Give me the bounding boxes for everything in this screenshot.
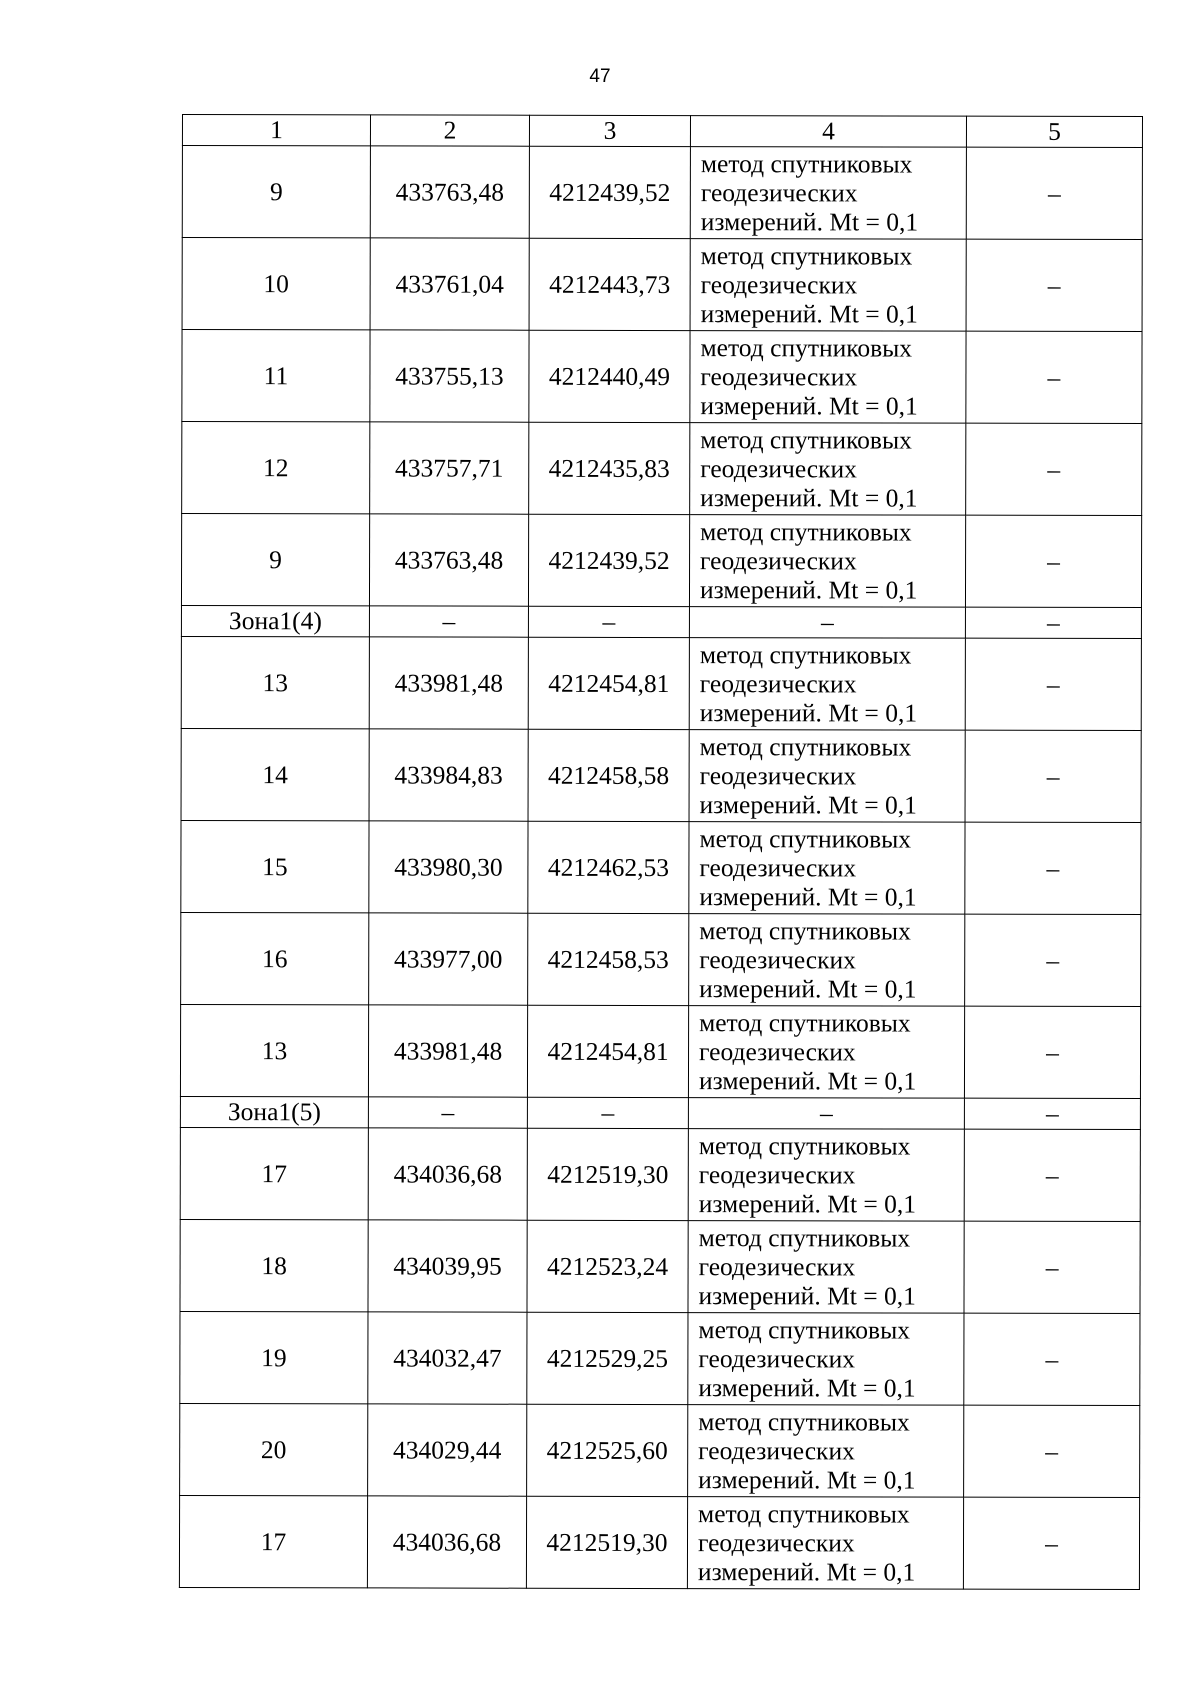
method-line: измерений. Mt = 0,1 [700, 299, 918, 329]
x-coordinate-cell: 433981,48 [369, 637, 528, 729]
y-coordinate-cell: 4212519,30 [527, 1128, 688, 1220]
description-cell: – [966, 423, 1142, 515]
y-coordinate-cell: 4212519,30 [526, 1496, 687, 1588]
table-row [182, 238, 1142, 332]
point-number-cell: 10 [182, 238, 370, 330]
point-number-cell: 12 [182, 422, 370, 514]
table-row [182, 330, 1142, 424]
table-row [181, 728, 1141, 822]
method-line: метод спутниковых [699, 916, 911, 946]
y-coordinate-cell: 4212439,52 [529, 146, 690, 238]
y-coordinate-cell: 4212440,49 [529, 330, 690, 422]
description-cell: – [964, 1006, 1140, 1098]
method-cell [689, 515, 965, 608]
y-coordinate-cell: 4212525,60 [527, 1404, 688, 1496]
description-cell: – [966, 147, 1142, 239]
method-line: измерений. Mt = 0,1 [698, 1373, 916, 1403]
description-cell: – [964, 1129, 1140, 1221]
table-row [180, 1219, 1140, 1313]
method-line: геодезических [699, 1037, 856, 1067]
method-line: геодезических [700, 178, 858, 208]
method-line: измерений. Mt = 0,1 [699, 974, 917, 1004]
description-cell: – [963, 1497, 1139, 1589]
x-coordinate-cell: 433763,48 [370, 146, 529, 238]
header-cell-col-1: 1 [182, 115, 370, 146]
point-number-cell: 15 [181, 820, 369, 912]
point-number-cell: 17 [180, 1127, 368, 1219]
description-cell: – [965, 638, 1141, 730]
point-number-cell: 16 [181, 912, 369, 1004]
method-line: метод спутниковых [700, 425, 912, 455]
zone-dash-cell: – [688, 1098, 964, 1130]
table-row [181, 514, 1141, 608]
table-row [180, 1311, 1140, 1405]
x-coordinate-cell: 433761,04 [370, 238, 529, 330]
y-coordinate-cell: 4212458,58 [528, 729, 689, 821]
method-line: метод спутниковых [700, 333, 913, 363]
method-line: геодезических [699, 945, 856, 975]
y-coordinate-cell: 4212454,81 [528, 637, 689, 729]
method-line: геодезических [700, 362, 858, 392]
table-row [180, 1403, 1140, 1497]
method-line: метод спутниковых [700, 517, 912, 547]
method-line: измерений. Mt = 0,1 [699, 575, 918, 605]
point-number-cell: 11 [182, 330, 370, 422]
method-cell [690, 331, 966, 424]
method-line: измерений. Mt = 0,1 [698, 1465, 916, 1495]
y-coordinate-cell: 4212529,25 [527, 1312, 688, 1404]
y-coordinate-cell: 4212523,24 [527, 1220, 688, 1312]
point-number-cell: 9 [182, 146, 370, 238]
zone-label-cell: Зона1(4) [181, 605, 369, 636]
y-coordinate-cell: 4212458,53 [528, 913, 689, 1005]
x-coordinate-cell: 433757,71 [370, 422, 529, 514]
method-line: геодезических [698, 1160, 856, 1190]
coordinates-table [179, 114, 1143, 1590]
x-coordinate-cell: 433977,00 [369, 913, 528, 1005]
method-line: геодезических [699, 853, 857, 883]
table-row [179, 1495, 1139, 1589]
y-coordinate-cell: 4212435,83 [529, 422, 690, 514]
description-cell: – [965, 822, 1141, 914]
method-line: геодезических [700, 454, 857, 484]
table-row [181, 912, 1141, 1006]
x-coordinate-cell: 433981,48 [368, 1005, 527, 1097]
point-number-cell: 17 [179, 1495, 367, 1587]
zone-label-cell: Зона1(5) [180, 1096, 368, 1127]
zone-dash-cell: – [689, 607, 965, 639]
x-coordinate-cell: 434039,95 [368, 1220, 527, 1312]
description-cell: – [964, 1313, 1140, 1405]
description-cell: – [965, 515, 1141, 607]
method-line: измерений. Mt = 0,1 [698, 1066, 917, 1096]
y-coordinate-cell: 4212454,81 [527, 1005, 688, 1097]
method-line: метод спутниковых [698, 1499, 910, 1529]
method-cell [689, 914, 965, 1007]
x-coordinate-cell: 434029,44 [368, 1404, 527, 1496]
x-coordinate-cell: 434036,68 [367, 1496, 526, 1588]
x-coordinate-cell: 433980,30 [369, 821, 528, 913]
method-line: измерений. Mt = 0,1 [699, 698, 918, 728]
table-row [180, 1127, 1140, 1221]
method-line: измерений. Mt = 0,1 [699, 882, 917, 912]
method-line: измерений. Mt = 0,1 [697, 1557, 916, 1587]
x-coordinate-cell: 434032,47 [368, 1312, 527, 1404]
zone-dash-cell: – [527, 1097, 688, 1128]
zone-row [181, 605, 1141, 638]
method-line: метод спутниковых [700, 241, 913, 271]
zone-dash-cell: – [528, 606, 689, 637]
point-number-cell: 20 [180, 1403, 368, 1495]
header-cell-col-3: 3 [529, 115, 690, 146]
description-cell: – [965, 914, 1141, 1006]
method-line: геодезических [698, 1344, 856, 1374]
zone-row [180, 1096, 1140, 1129]
table-row [181, 636, 1141, 730]
method-line: измерений. Mt = 0,1 [700, 391, 918, 421]
point-number-cell: 13 [180, 1004, 368, 1096]
zone-dash-cell: – [964, 1098, 1140, 1129]
y-coordinate-cell: 4212439,52 [528, 514, 689, 606]
table-row [181, 820, 1141, 914]
method-line: геодезических [697, 1528, 855, 1558]
zone-dash-cell: – [369, 606, 528, 637]
page-number: 47 [589, 66, 611, 87]
method-line: метод спутниковых [700, 149, 913, 179]
table-body [179, 115, 1142, 1590]
method-line: измерений. Mt = 0,1 [699, 790, 917, 820]
header-cell-col-5: 5 [966, 116, 1142, 147]
point-number-cell: 13 [181, 636, 369, 728]
method-line: геодезических [700, 546, 857, 576]
header-cell-col-2: 2 [370, 115, 529, 146]
method-line: метод спутниковых [699, 640, 912, 670]
method-line: метод спутниковых [699, 1008, 911, 1038]
table-row [180, 1004, 1140, 1098]
table-row [182, 422, 1142, 516]
y-coordinate-cell: 4212462,53 [528, 821, 689, 913]
x-coordinate-cell: 434036,68 [368, 1128, 527, 1220]
method-cell [689, 822, 965, 915]
method-cell [689, 638, 965, 731]
table-row [182, 146, 1142, 240]
method-line: метод спутниковых [698, 1407, 910, 1437]
method-cell [687, 1497, 963, 1590]
description-cell: – [964, 1405, 1140, 1497]
point-number-cell: 14 [181, 728, 369, 820]
x-coordinate-cell: 433984,83 [369, 729, 528, 821]
method-cell [688, 1129, 964, 1222]
method-line: измерений. Mt = 0,1 [698, 1281, 916, 1311]
method-cell [689, 730, 965, 823]
zone-dash-cell: – [368, 1097, 527, 1128]
description-cell: – [964, 1221, 1140, 1313]
y-coordinate-cell: 4212443,73 [529, 238, 690, 330]
method-line: геодезических [698, 1436, 855, 1466]
point-number-cell: 18 [180, 1219, 368, 1311]
method-cell [688, 1313, 964, 1406]
method-cell [690, 239, 966, 332]
method-cell [690, 147, 966, 240]
method-line: измерений. Mt = 0,1 [700, 483, 918, 513]
method-cell [688, 1006, 964, 1099]
method-cell [690, 423, 966, 516]
method-line: метод спутниковых [698, 1131, 911, 1161]
method-line: геодезических [700, 270, 858, 300]
method-line: метод спутниковых [698, 1315, 911, 1345]
header-row [182, 115, 1142, 148]
method-cell [688, 1221, 964, 1314]
x-coordinate-cell: 433755,13 [370, 330, 529, 422]
method-line: метод спутниковых [699, 732, 912, 762]
method-line: измерений. Mt = 0,1 [698, 1189, 917, 1219]
x-coordinate-cell: 433763,48 [369, 514, 528, 606]
method-line: метод спутниковых [699, 824, 912, 854]
description-cell: – [965, 730, 1141, 822]
point-number-cell: 9 [181, 514, 369, 606]
method-line: геодезических [699, 669, 857, 699]
method-cell [688, 1405, 964, 1498]
method-line: метод спутниковых [698, 1223, 911, 1253]
method-line: измерений. Mt = 0,1 [700, 207, 919, 237]
header-cell-col-4: 4 [690, 116, 966, 148]
zone-dash-cell: – [965, 607, 1141, 638]
method-line: геодезических [698, 1252, 856, 1282]
point-number-cell: 19 [180, 1311, 368, 1403]
description-cell: – [966, 239, 1142, 331]
method-line: геодезических [699, 761, 857, 791]
description-cell: – [966, 331, 1142, 423]
